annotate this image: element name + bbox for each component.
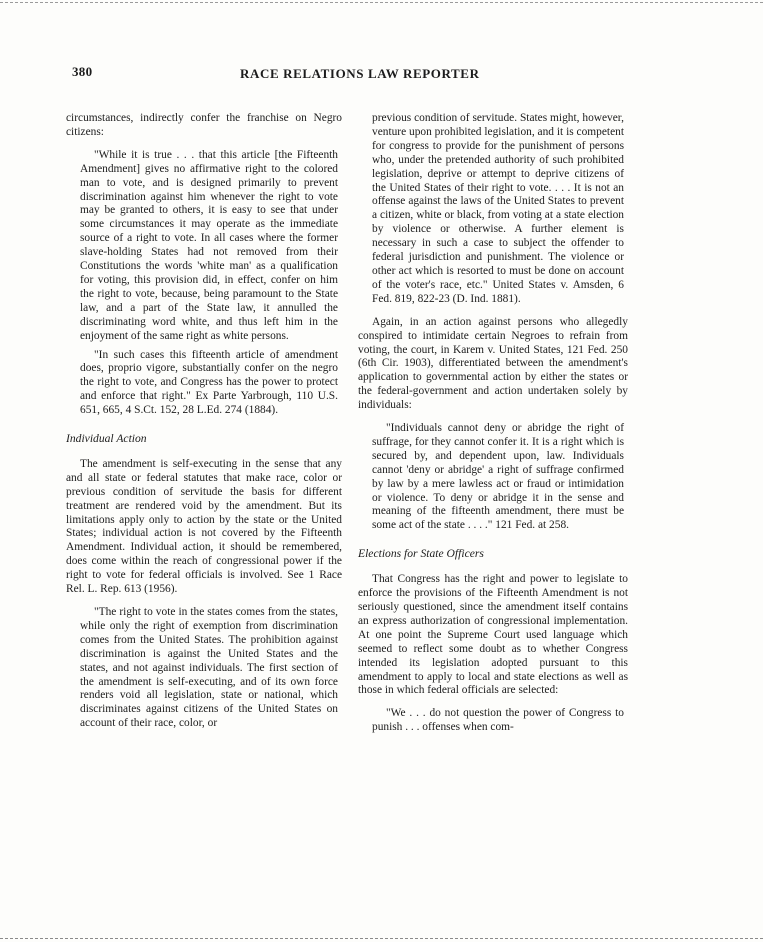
scan-edge-top <box>0 2 763 3</box>
block-quote: "While it is true . . . that this article [the Fifteenth Amendment] gives no affirmative right to the colored man to vote, and is designed primarily to prevent discrimination against him whenever the right to vote may be granted to others, it is easy to see that under some circumstances it may operate as the immediate source of a right to vote. In all cases where the former slave-holding States had not removed from their Constitutions the words 'white man' as a qualification for voting, this provision did, in effect, confer on him the right to vote, because, being paramount to the State law, and a part of the State law, it annulled the discriminating word white, and thus left him in the enjoyment of the same right as white persons. <box>80 148 338 342</box>
block-quote: "We . . . do not question the power of Congress to punish . . . offenses when com- <box>372 707 624 734</box>
paragraph: Again, in an action against persons who allegedly conspired to intimidate certain Negroes to refrain from voting, the court, in Karem v. United States, 121 Fed. 250 (6th Cir. 1903), differentiated between the amendment's application to governmental action by either the states or the federal-government and action undertaken solely by individuals: <box>358 315 628 412</box>
page-number: 380 <box>72 64 93 79</box>
block-quote: previous condition of servitude. States might, however, venture upon prohibited legislation, and it is competent for congress to provide for the punishment of persons who, under the pretended authority of such prohibited legislation, deprive or attempt to deprive citizens of the United States of their right to vote. . . . It is not an offense against the laws of the United States to prevent a citizen, white or black, from voting at a state election by violence or otherwise. A further element is necessary in such a case to subject the offender to federal jurisdiction and punishment. The violence or other act which is resorted to must be done on account of the voter's race, etc." United States v. Amsden, 6 Fed. 819, 822-23 (D. Ind. 1881). <box>372 112 624 305</box>
paragraph: That Congress has the right and power to legislate to enforce the provisions of the Fifteenth Amendment is not seriously questioned, since the amendment itself contains an express authorization of congressional implementation. At one point the Supreme Court used language which seemed to reflect some doubt as to whether Congress intended its legislation adopted pursuant to this amendment to apply to local and state elections as well as those in which federal officials are selected: <box>358 573 628 697</box>
section-heading: Individual Action <box>66 432 147 446</box>
left-column <box>66 112 342 740</box>
paragraph: circumstances, indirectly confer the franchise on Negro citizens: <box>66 112 342 138</box>
block-quote: "In such cases this fifteenth article of amendment does, proprio vigore, substantially confer on the negro the right to vote, and Congress has the power to protect and enforce that right." Ex Parte Yarbrough, 110 U.S. 651, 665, 4 S.Ct. 152, 28 L.Ed. 274 (1884). <box>80 348 338 417</box>
scan-edge-bottom <box>0 938 763 939</box>
running-title: RACE RELATIONS LAW REPORTER <box>240 66 480 81</box>
right-column <box>358 112 628 744</box>
block-quote: "The right to vote in the states comes from the states, while only the right of exemption from discrimination comes from the United States. The prohibition against discrimination is against the United States and the states, and not against individuals. The first section of the amendment is self-executing, and of its own force renders void all legislation, state or national, which discriminates against citizens of the United States on account of their race, color, or <box>80 606 338 730</box>
block-quote: "Individuals cannot deny or abridge the right of suffrage, for they cannot confer it. It is a right which is secured by, and dependent upon, law. Individuals cannot 'deny or abridge' a right of suffrage confirmed by law by a mere lawless act or fraud or intimidation or violence. To deny or abridge it in the sense and meaning of the fifteenth amendment, there must be some act of the state . . . ." 121 Fed. at 258. <box>372 422 624 532</box>
paragraph: The amendment is self-executing in the sense that any and all state or federal statutes that make race, color or previous condition of servitude the basis for different treatment are rendered void by the amendment. But its limitations apply only to action by the state or the United States; individual action is not covered by the Fifteenth Amendment. Individual action, it should be remembered, does come within the reach of congressional power if the right to vote for federal officials is involved. See 1 Race Rel. L. Rep. 613 (1956). <box>66 457 342 596</box>
section-heading: Elections for State Officers <box>358 547 484 561</box>
